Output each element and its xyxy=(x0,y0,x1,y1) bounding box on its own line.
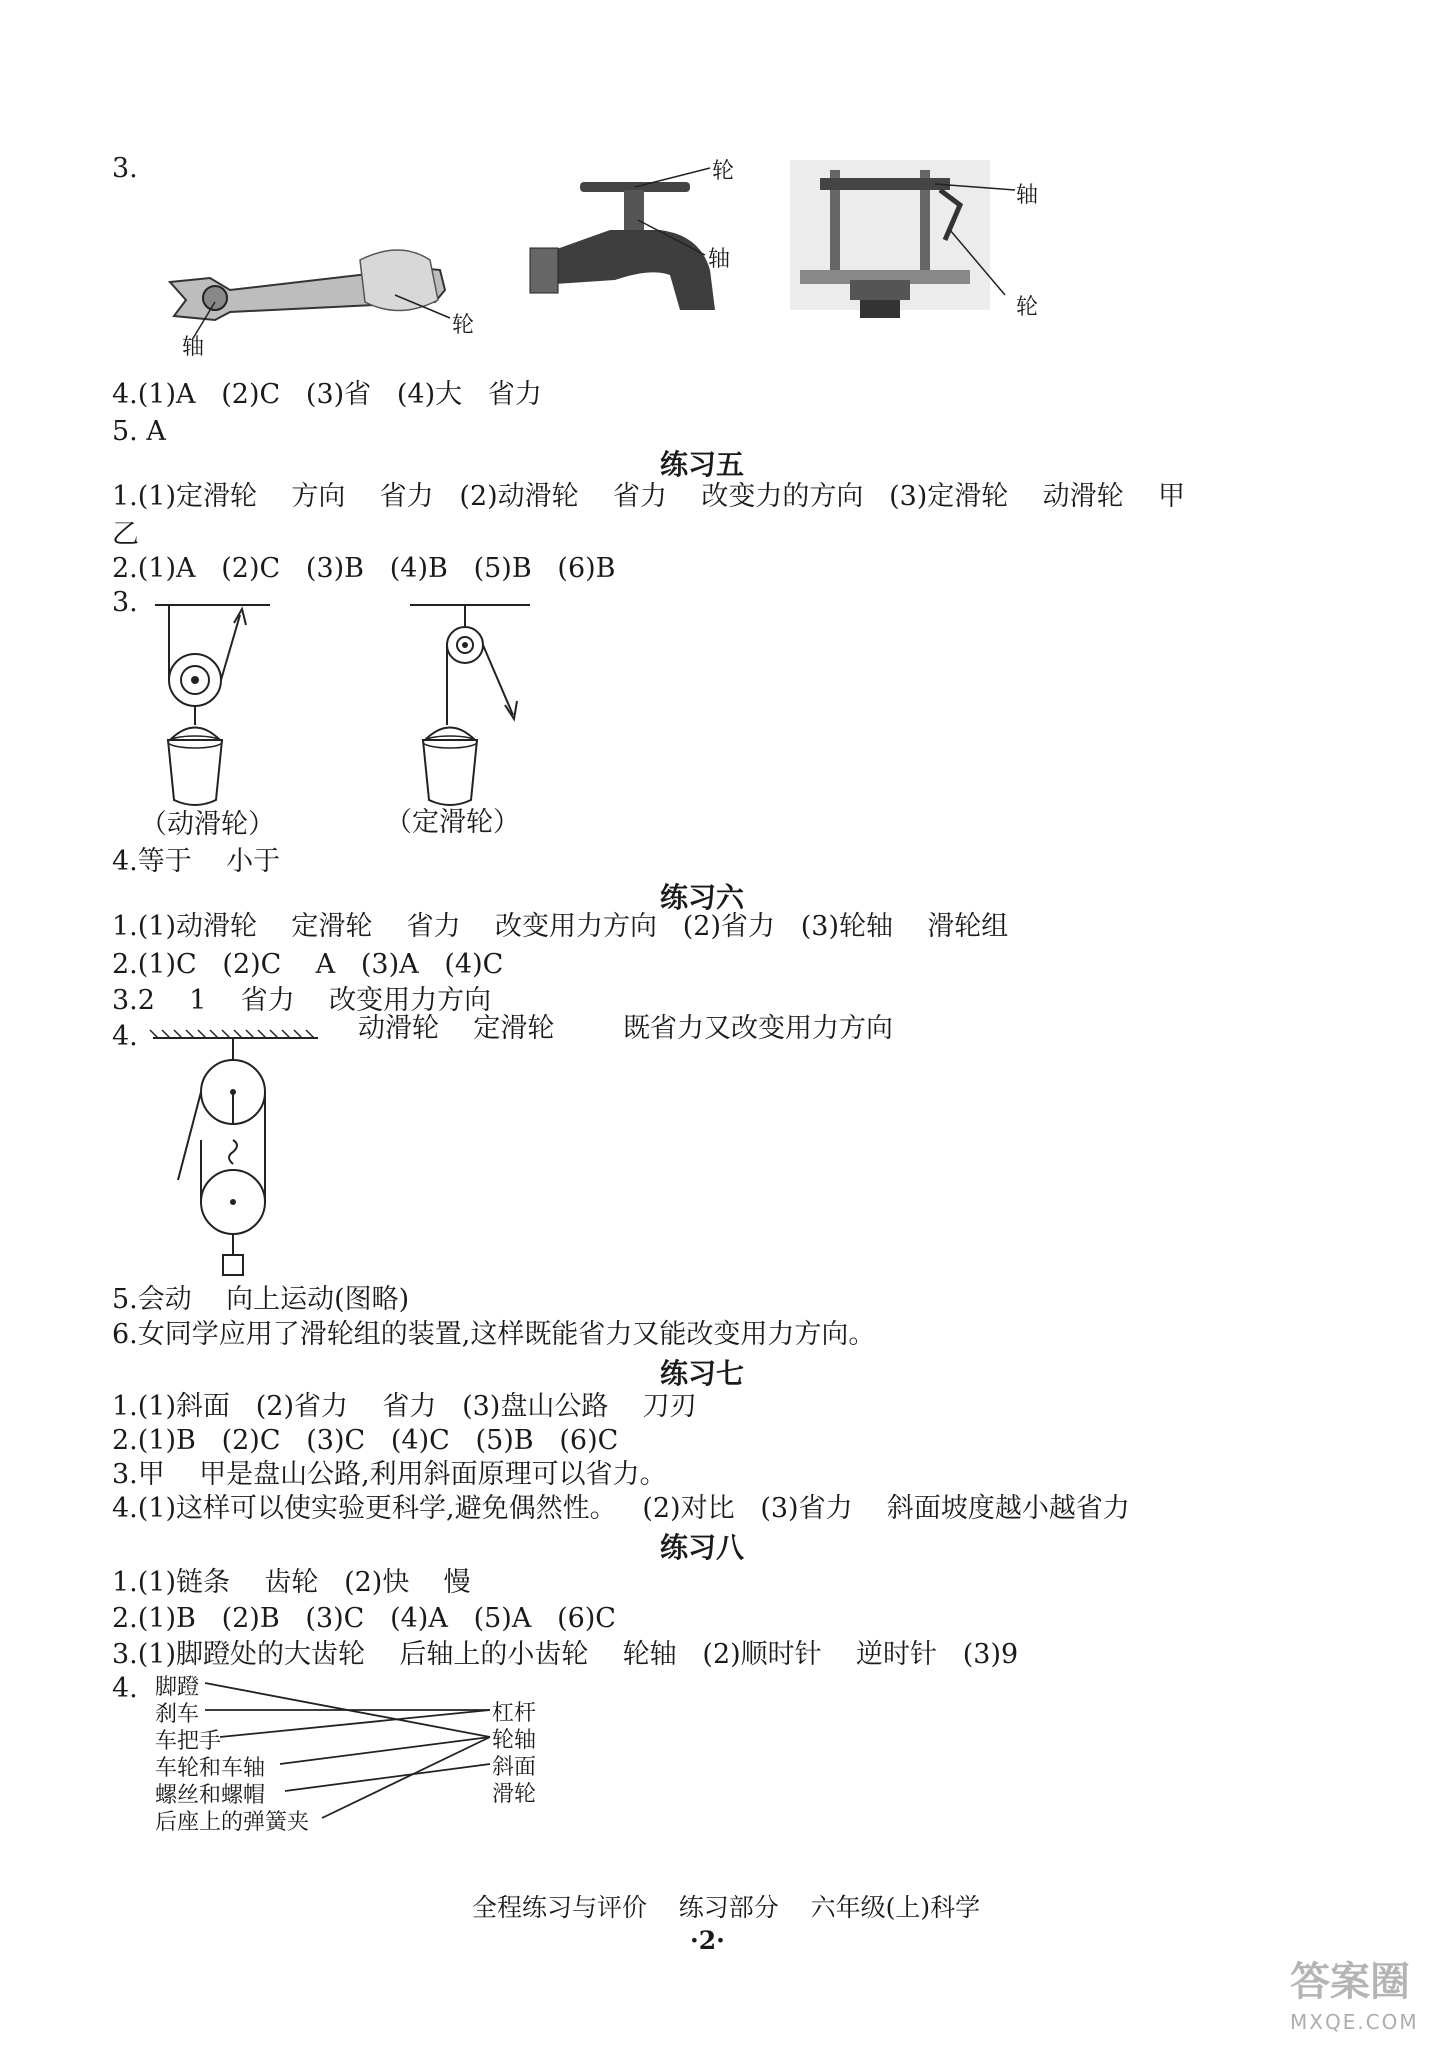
match-right-1: 轮轴 xyxy=(492,1728,537,1753)
match-left-4: 螺丝和螺帽 xyxy=(155,1783,266,1808)
ex5-q1-line2: 乙 xyxy=(112,519,139,550)
ex8-title: 练习八 xyxy=(660,1531,745,1564)
fixed-pulley-caption: （定滑轮） xyxy=(385,807,520,838)
wrench-wheel-label: 轮 xyxy=(452,313,475,338)
wrench-axle-label: 轴 xyxy=(182,335,205,360)
match-left-5: 后座上的弹簧夹 xyxy=(155,1810,310,1835)
winch-axle-label: 轴 xyxy=(1016,183,1039,208)
page-number: ·2· xyxy=(690,1926,725,1955)
watermark-url: MXQE.COM xyxy=(1290,2010,1419,2034)
movable-pulley-caption: （动滑轮） xyxy=(140,809,275,840)
ex5-q2: 2.(1)A (2)C (3)B (4)B (5)B (6)B xyxy=(112,553,616,584)
ex7-q2: 2.(1)B (2)C (3)C (4)C (5)B (6)C xyxy=(112,1425,619,1456)
ex8-q3: 3.(1)脚蹬处的大齿轮 后轴上的小齿轮 轮轴 (2)顺时针 逆时针 (3)9 xyxy=(112,1639,1019,1670)
watermark-logo: 答案圈 xyxy=(1290,1959,1410,2005)
ex5-q3-number: 3. xyxy=(112,587,138,618)
match-right-0: 杠杆 xyxy=(492,1701,537,1726)
ex6-q2: 2.(1)C (2)C A (3)A (4)C xyxy=(112,949,504,980)
match-left-2: 车把手 xyxy=(155,1729,222,1754)
ex8-q2: 2.(1)B (2)B (3)C (4)A (5)A (6)C xyxy=(112,1603,616,1634)
ex4-q5: 5. A xyxy=(112,416,166,447)
ex6-title: 练习六 xyxy=(660,881,745,914)
ex6-q4-text: 动滑轮 定滑轮 既省力又改变用力方向 xyxy=(358,1013,893,1044)
ex6-q4-number: 4. xyxy=(112,1021,138,1052)
ex7-q1: 1.(1)斜面 (2)省力 省力 (3)盘山公路 刀刃 xyxy=(112,1391,697,1422)
ex7-title: 练习七 xyxy=(660,1357,745,1390)
ex6-q1: 1.(1)动滑轮 定滑轮 省力 改变用力方向 (2)省力 (3)轮轴 滑轮组 xyxy=(112,911,1009,942)
ex6-q5: 5.会动 向上运动(图略) xyxy=(112,1284,410,1315)
match-left-3: 车轮和车轴 xyxy=(155,1756,266,1781)
ex7-q3: 3.甲 甲是盘山公路,利用斜面原理可以省力。 xyxy=(112,1459,667,1490)
ex8-q4-number: 4. xyxy=(112,1673,138,1704)
match-right-3: 滑轮 xyxy=(492,1782,537,1807)
ex6-q3: 3.2 1 省力 改变用力方向 xyxy=(112,985,492,1016)
ex8-q1: 1.(1)链条 齿轮 (2)快 慢 xyxy=(112,1567,471,1598)
ex5-title: 练习五 xyxy=(660,448,745,481)
ex7-q4: 4.(1)这样可以使实验更科学,避免偶然性。 (2)对比 (3)省力 斜面坡度越小越省力 xyxy=(112,1493,1130,1524)
ex5-q1-line1: 1.(1)定滑轮 方向 省力 (2)动滑轮 省力 改变力的方向 (3)定滑轮 动滑轮 甲 xyxy=(112,481,1185,512)
winch-wheel-label: 轮 xyxy=(1016,295,1039,320)
ex6-q6: 6.女同学应用了滑轮组的装置,这样既能省力又能改变用力方向。 xyxy=(112,1319,876,1350)
faucet-wheel-label: 轮 xyxy=(712,159,735,184)
faucet-axle-label: 轴 xyxy=(708,247,731,272)
ex5-q4: 4.等于 小于 xyxy=(112,846,281,877)
match-right-2: 斜面 xyxy=(492,1755,537,1780)
footer-title: 全程练习与评价 练习部分 六年级(上)科学 xyxy=(472,1893,981,1922)
match-left-0: 脚蹬 xyxy=(155,1675,200,1700)
q3-number: 3. xyxy=(112,153,138,184)
match-left-1: 刹车 xyxy=(155,1702,200,1727)
ex4-q4: 4.(1)A (2)C (3)省 (4)大 省力 xyxy=(112,379,542,410)
